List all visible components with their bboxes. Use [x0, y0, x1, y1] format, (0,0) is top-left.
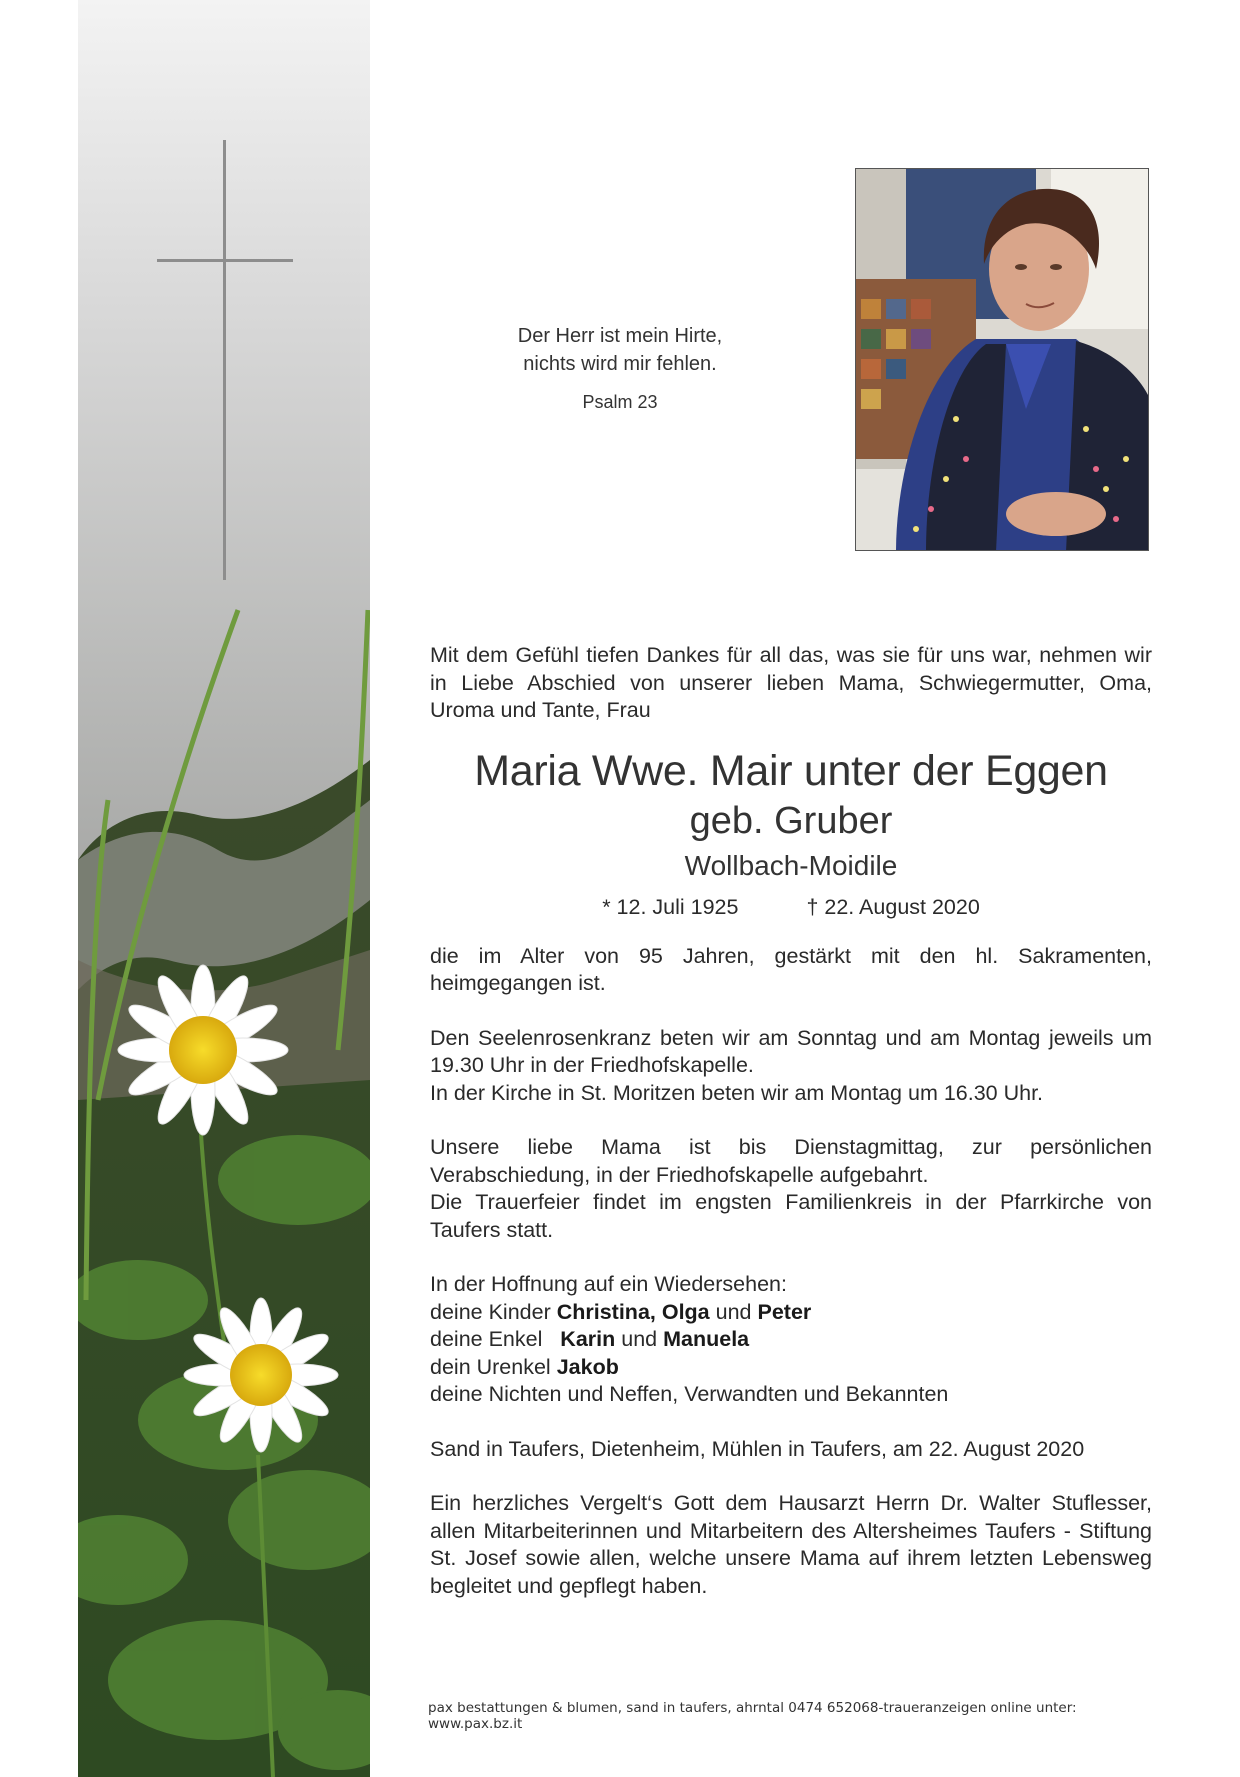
mourners-heading: In der Hoffnung auf ein Wiedersehen:	[430, 1272, 787, 1296]
age-text: die im Alter von 95 Jahren, gestärkt mit den hl. Sakramenten, heimgegangen ist.	[430, 943, 1152, 995]
deceased-name: Maria Wwe. Mair unter der Eggen	[474, 746, 1108, 795]
grandchildren-prefix: deine Enkel	[430, 1327, 543, 1351]
viewing-line-2: Die Trauerfeier findet im engsten Familienkreis in der Pfarrkirche von Taufers statt.	[430, 1190, 1152, 1242]
portrait-photo	[855, 168, 1149, 551]
death-date: † 22. August 2020	[806, 894, 980, 919]
life-dates	[430, 893, 1152, 921]
rosary-block	[430, 1025, 1152, 1108]
children-names-1: Christina, Olga	[556, 1299, 710, 1324]
obituary-text	[430, 642, 1152, 1600]
mourners-block	[430, 1271, 1152, 1409]
quote-source: Psalm 23	[582, 392, 658, 412]
thanks-text: Ein herzliches Vergelt‘s Gott dem Hausarzt Herrn Dr. Walter Stuflesser, allen Mitarbeiterinnen und Mitarbeitern des Altersheimes Taufers - Stiftung St. Josef sowie allen, welche unsere Mama auf ihrem letzten Lebensweg begleitet und gepflegt haben.	[430, 1491, 1152, 1598]
footer-imprint: pax bestattungen & blumen, sand in taufers, ahrntal 0474 652068-traueranzeigen online unter: www.pax.bz.it	[428, 1700, 1077, 1732]
cross-icon-bar	[157, 259, 293, 262]
quote-line-2: nichts wird mir fehlen.	[523, 353, 717, 375]
mourners-relatives: deine Nichten und Neffen, Verwandten und Bekannten	[430, 1382, 949, 1406]
mourners-grandchildren	[430, 1326, 1152, 1354]
birth-date: * 12. Juli 1925	[602, 894, 739, 919]
great-grandchild-name: Jakob	[556, 1354, 619, 1379]
mourners-children	[430, 1299, 1152, 1327]
house-name: Wollbach-Moidile	[684, 849, 898, 881]
cross-icon	[223, 140, 226, 580]
grandchildren-and: und	[621, 1327, 658, 1351]
quote-line-1: Der Herr ist mein Hirte,	[517, 325, 723, 347]
intro-text: Mit dem Gefühl tiefen Dankes für all das, was sie für uns war, nehmen wir in Liebe Abschied von unserer lieben Mama, Schwiegermutter, Oma, Uroma und Tante, Frau	[430, 643, 1152, 722]
viewing-block	[430, 1134, 1152, 1244]
mourners-great-grandchild	[430, 1354, 1152, 1382]
great-grandchild-prefix: dein Urenkel	[430, 1354, 551, 1379]
children-and: und	[715, 1299, 752, 1324]
rosary-line-1: Den Seelenrosenkranz beten wir am Sonntag und am Montag jeweils um 19.30 Uhr in der Friedhofskapelle.	[430, 1025, 1152, 1077]
place-date: Sand in Taufers, Dietenheim, Mühlen in Taufers, am 22. August 2020	[430, 1436, 1085, 1461]
children-prefix: deine Kinder	[430, 1299, 551, 1324]
children-names-2: Peter	[757, 1299, 812, 1324]
grandchildren-name-2: Manuela	[663, 1327, 750, 1351]
thanks-block	[430, 1490, 1152, 1600]
grandchildren-name-1: Karin	[560, 1327, 616, 1351]
maiden-name: geb. Gruber	[689, 799, 893, 842]
rosary-line-2: In der Kirche in St. Moritzen beten wir am Montag um 16.30 Uhr.	[430, 1080, 1044, 1105]
portrait-illustration	[856, 169, 1149, 551]
psalm-quote	[460, 322, 780, 416]
viewing-line-1: Unsere liebe Mama ist bis Dienstagmittag, zur persönlichen Verabschiedung, in der Friedhofskapelle aufgebahrt.	[430, 1135, 1152, 1187]
